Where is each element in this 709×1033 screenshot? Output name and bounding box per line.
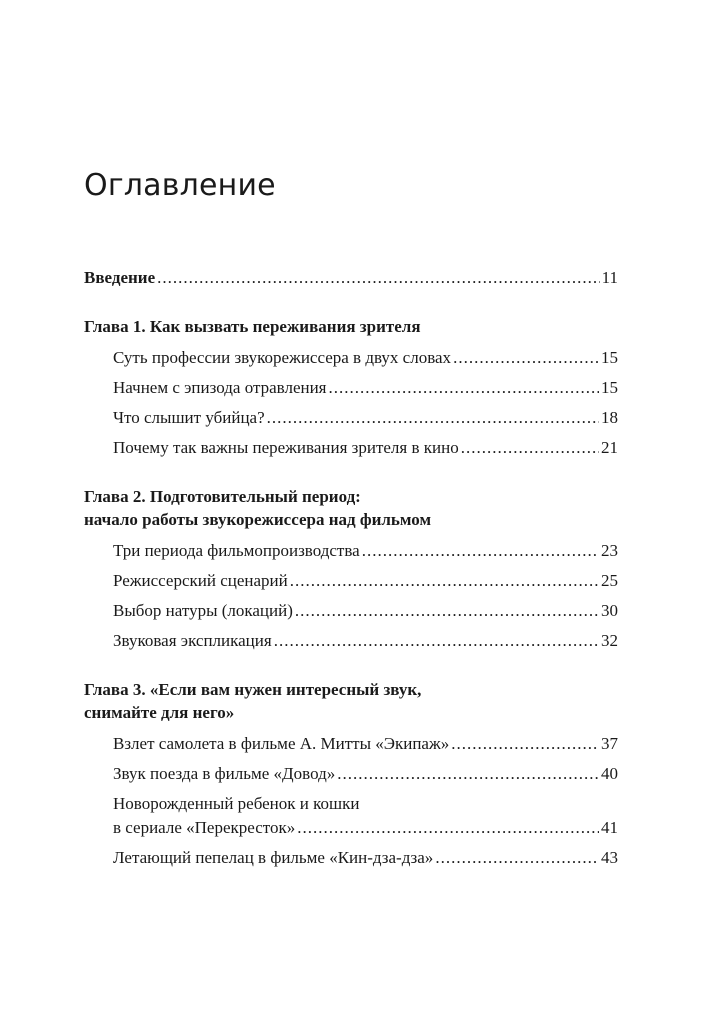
dot-leader xyxy=(337,763,599,785)
chapter-heading-continuation[interactable] xyxy=(84,509,618,531)
toc-entry-label: Звук поезда в фильме «Довод» xyxy=(113,764,336,783)
chapter-heading[interactable] xyxy=(84,679,618,701)
toc-entry[interactable] xyxy=(113,600,618,622)
toc-page-number: 41 xyxy=(601,818,618,837)
dot-leader xyxy=(290,570,599,592)
toc-entry[interactable] xyxy=(113,407,618,429)
toc-page-number: 40 xyxy=(601,764,618,783)
toc-entry[interactable] xyxy=(113,847,618,869)
toc-entry-label: в сериале «Перекресток» xyxy=(113,818,296,837)
page-title: Оглавление xyxy=(84,168,276,203)
chapter-heading-line: Глава 3. «Если вам нужен интересный звук, xyxy=(84,680,422,699)
toc-entry-label: Звуковая экспликация xyxy=(113,631,272,650)
toc-entry-label: Что слышит убийца? xyxy=(113,408,265,427)
toc-page-number: 25 xyxy=(601,571,618,590)
dot-leader xyxy=(453,347,599,369)
toc-entry[interactable] xyxy=(113,817,618,839)
dot-leader xyxy=(267,407,599,429)
toc-entry[interactable] xyxy=(113,763,618,785)
toc-page-number: 18 xyxy=(601,408,618,427)
chapter-heading-line: начало работы звукорежиссера над фильмом xyxy=(84,510,432,529)
dot-leader xyxy=(274,630,599,652)
toc-entry[interactable] xyxy=(113,570,618,592)
dot-leader xyxy=(297,817,599,839)
toc-entry[interactable] xyxy=(113,733,618,755)
toc-page-number: 30 xyxy=(601,601,618,620)
toc-entry-label: Три периода фильмопроизводства xyxy=(113,541,360,560)
toc-page-number: 15 xyxy=(601,348,618,367)
dot-leader xyxy=(362,540,599,562)
toc-entry-label: Почему так важны переживания зрителя в кино xyxy=(113,438,459,457)
chapter-heading-line: Глава 1. Как вызвать переживания зрителя xyxy=(84,317,421,336)
toc-entry-label: Взлет самолета в фильме А. Митты «Экипаж» xyxy=(113,734,450,753)
toc-page-number: 11 xyxy=(601,268,618,287)
toc-entry[interactable] xyxy=(113,540,618,562)
chapter-heading-line: Глава 2. Подготовительный период: xyxy=(84,487,361,506)
toc-page-number: 21 xyxy=(601,438,618,457)
dot-leader xyxy=(157,267,600,289)
toc-entry-label: Выбор натуры (локаций) xyxy=(113,601,293,620)
dot-leader xyxy=(295,600,599,622)
toc-entry-label: Введение xyxy=(84,268,156,287)
chapter-heading-line: снимайте для него» xyxy=(84,703,235,722)
toc-entry-label-line1: Новорожденный ребенок и кошки xyxy=(113,794,360,813)
toc-entry[interactable] xyxy=(113,377,618,399)
toc-page-number: 37 xyxy=(601,734,618,753)
dot-leader xyxy=(461,437,599,459)
chapter-heading[interactable] xyxy=(84,316,618,338)
toc-entry-label: Начнем с эпизода отравления xyxy=(113,378,327,397)
dot-leader xyxy=(435,847,599,869)
toc-page-number: 32 xyxy=(601,631,618,650)
toc-entry-label: Летающий пепелац в фильме «Кин-дза-дза» xyxy=(113,848,434,867)
chapter-heading[interactable] xyxy=(84,486,618,508)
toc-entry-intro[interactable] xyxy=(84,267,618,289)
toc-entry-multiline[interactable] xyxy=(113,793,618,815)
toc-page-number: 23 xyxy=(601,541,618,560)
chapter-heading-continuation[interactable] xyxy=(84,702,618,724)
toc-page-number: 43 xyxy=(601,848,618,867)
toc-entry[interactable] xyxy=(113,630,618,652)
toc-entry-label: Суть профессии звукорежиссера в двух словах xyxy=(113,348,452,367)
toc-page-number: 15 xyxy=(601,378,618,397)
dot-leader xyxy=(451,733,599,755)
toc-entry[interactable] xyxy=(113,437,618,459)
dot-leader xyxy=(329,377,599,399)
toc-entry[interactable] xyxy=(113,347,618,369)
toc-entry-label: Режиссерский сценарий xyxy=(113,571,288,590)
